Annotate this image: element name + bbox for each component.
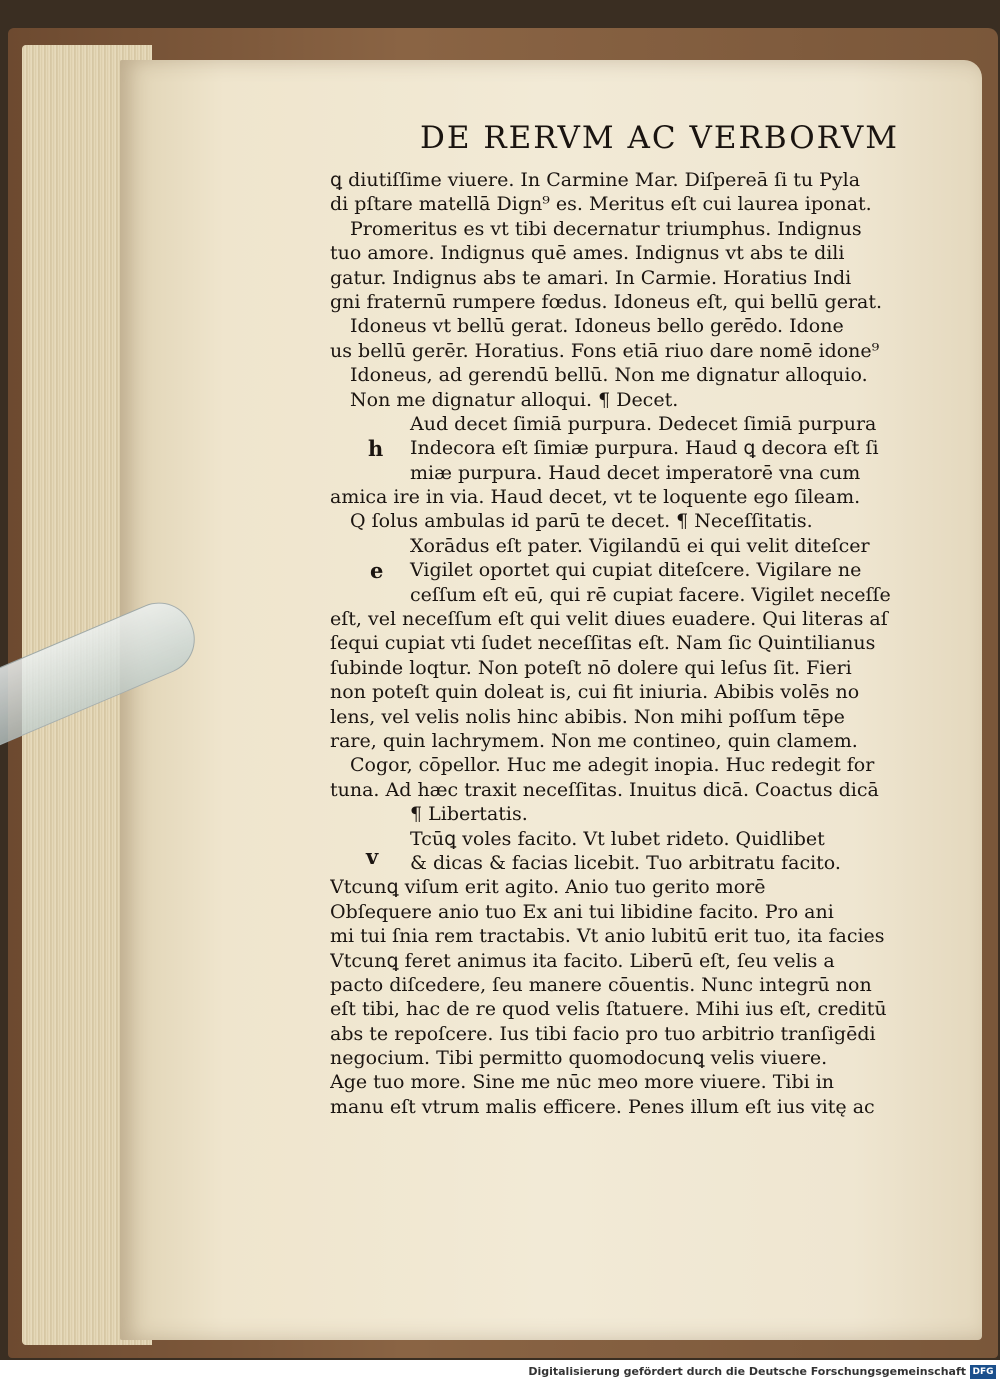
text-line: & dicas & facias licebit. Tuo arbitratu facito.	[410, 851, 841, 874]
text-line: Cogor, cōpellor. Huc me adegit inopia. Huc redegit for	[350, 754, 875, 777]
text-line: amica ire in via. Haud decet, vt te loquente ego ſileam.	[330, 486, 861, 509]
body-text	[330, 168, 910, 1119]
digitization-footer	[0, 1362, 1000, 1385]
text-line: Obſequere anio tuo Ex ani tui libidine facito. Pro ani	[330, 900, 834, 923]
running-header: DE RERVM AC VERBORVM	[420, 120, 899, 156]
text-line: di pſtare matellā Dign⁹ es. Meritus eſt cui laurea iponat.	[330, 193, 872, 216]
text-line: Q ſolus ambulas id parū te decet. ¶ Neceſſitatis.	[350, 510, 813, 533]
text-line: Promeritus es vt tibi decernatur triumphus. Indignus	[350, 217, 862, 240]
text-line: Tcūꝗ voles facito. Vt lubet rideto. Quidlibet	[410, 827, 825, 850]
text-line: abs te repoſcere. Ius tibi facio pro tuo arbitrio tranſigēdi	[330, 1022, 876, 1045]
dfg-logo: DFG	[970, 1365, 996, 1379]
text-line: Age tuo more. Sine me nūc meo more viuere. Tibi in	[330, 1071, 835, 1094]
guide-letter-v: v	[366, 844, 379, 869]
text-line: mi tui ſnia rem tractabis. Vt anio lubitū erit tuo, ita facies	[330, 925, 885, 948]
guide-letter-h: h	[368, 436, 384, 461]
text-line: tuo amore. Indignus quē ames. Indignus vt abs te dili	[330, 242, 845, 265]
text-line: ꝗ diutiſſime viuere. In Carmine Mar. Diſpereā ſi tu Pyla	[330, 169, 861, 191]
text-line: Non me dignatur alloqui. ¶ Decet.	[350, 388, 679, 411]
text-line: Vigilet oportet qui cupiat diteſcere. Vigilare ne	[410, 559, 862, 582]
text-line: Vtcunꝗ feret animus ita facito. Liberū eſt, ſeu velis a	[330, 949, 835, 972]
text-line: us bellū gerēr. Horatius. Fons etiā riuo dare nomē idone⁹	[330, 339, 880, 362]
text-line: lens, vel velis nolis hinc abibis. Non mihi poſſum tēpe	[330, 705, 845, 728]
text-line: gni fraternū rumpere fœdus. Idoneus eſt, qui bellū gerat.	[330, 290, 883, 313]
text-line: Idoneus, ad gerendū bellū. Non me dignatur alloquio.	[350, 364, 868, 387]
text-line: gatur. Indignus abs te amari. In Carmie. Horatius Indi	[330, 266, 852, 289]
text-line: Indecora eſt ſimiæ purpura. Haud ꝗ decora eſt ſi	[410, 437, 879, 460]
text-line: tuna. Ad hæc traxit neceſſitas. Inuitus dicā. Coactus dicā	[330, 778, 879, 801]
text-line: eſt tibi, hac de re quod velis ſtatuere. Mihi ius eſt, creditū	[330, 998, 887, 1021]
text-line: Idoneus vt bellū gerat. Idoneus bello gerēdo. Idone	[350, 315, 844, 338]
text-line: Vtcunꝗ viſum erit agito. Anio tuo gerito morē	[330, 876, 766, 899]
text-line: manu eſt vtrum malis efficere. Penes illum eſt ius vitę ac	[330, 1095, 875, 1118]
section-heading: ¶ Libertatis.	[410, 803, 528, 826]
text-line: ſubinde loqtur. Non poteſt nō dolere qui leſus ſit. Fieri	[330, 656, 852, 679]
text-line: ceſſum eſt eū, qui rē cupiat facere. Vigilet neceſſe	[410, 583, 891, 606]
text-line: eſt, vel neceſſum eſt qui velit diues euadere. Qui literas aſ	[330, 608, 888, 631]
text-line: ſequi cupiat vti ſudet neceſſitas eſt. Nam ſic Quintilianus	[330, 632, 876, 655]
text-line: rare, quin lachrymem. Non me contineo, quin clamem.	[330, 729, 858, 752]
text-line: negocium. Tibi permitto quomodocunꝗ velis viuere.	[330, 1047, 828, 1070]
text-line: non poteſt quin doleat is, cui fit iniuria. Abibis volēs no	[330, 681, 860, 704]
text-line: Aud decet ſimiā purpura. Dedecet ſimiā purpura	[410, 412, 877, 435]
text-line: pacto diſcedere, ſeu manere cōuentis. Nunc integrū non	[330, 973, 872, 996]
funding-credit: Digitalisierung gefördert durch die Deutsche Forschungsgemeinschaft	[528, 1365, 966, 1378]
text-line: miæ purpura. Haud decet imperatorē vna cum	[410, 461, 861, 484]
text-line: Xorādus eſt pater. Vigilandū ei qui velit diteſcer	[410, 534, 870, 557]
guide-letter-e: e	[370, 558, 384, 583]
